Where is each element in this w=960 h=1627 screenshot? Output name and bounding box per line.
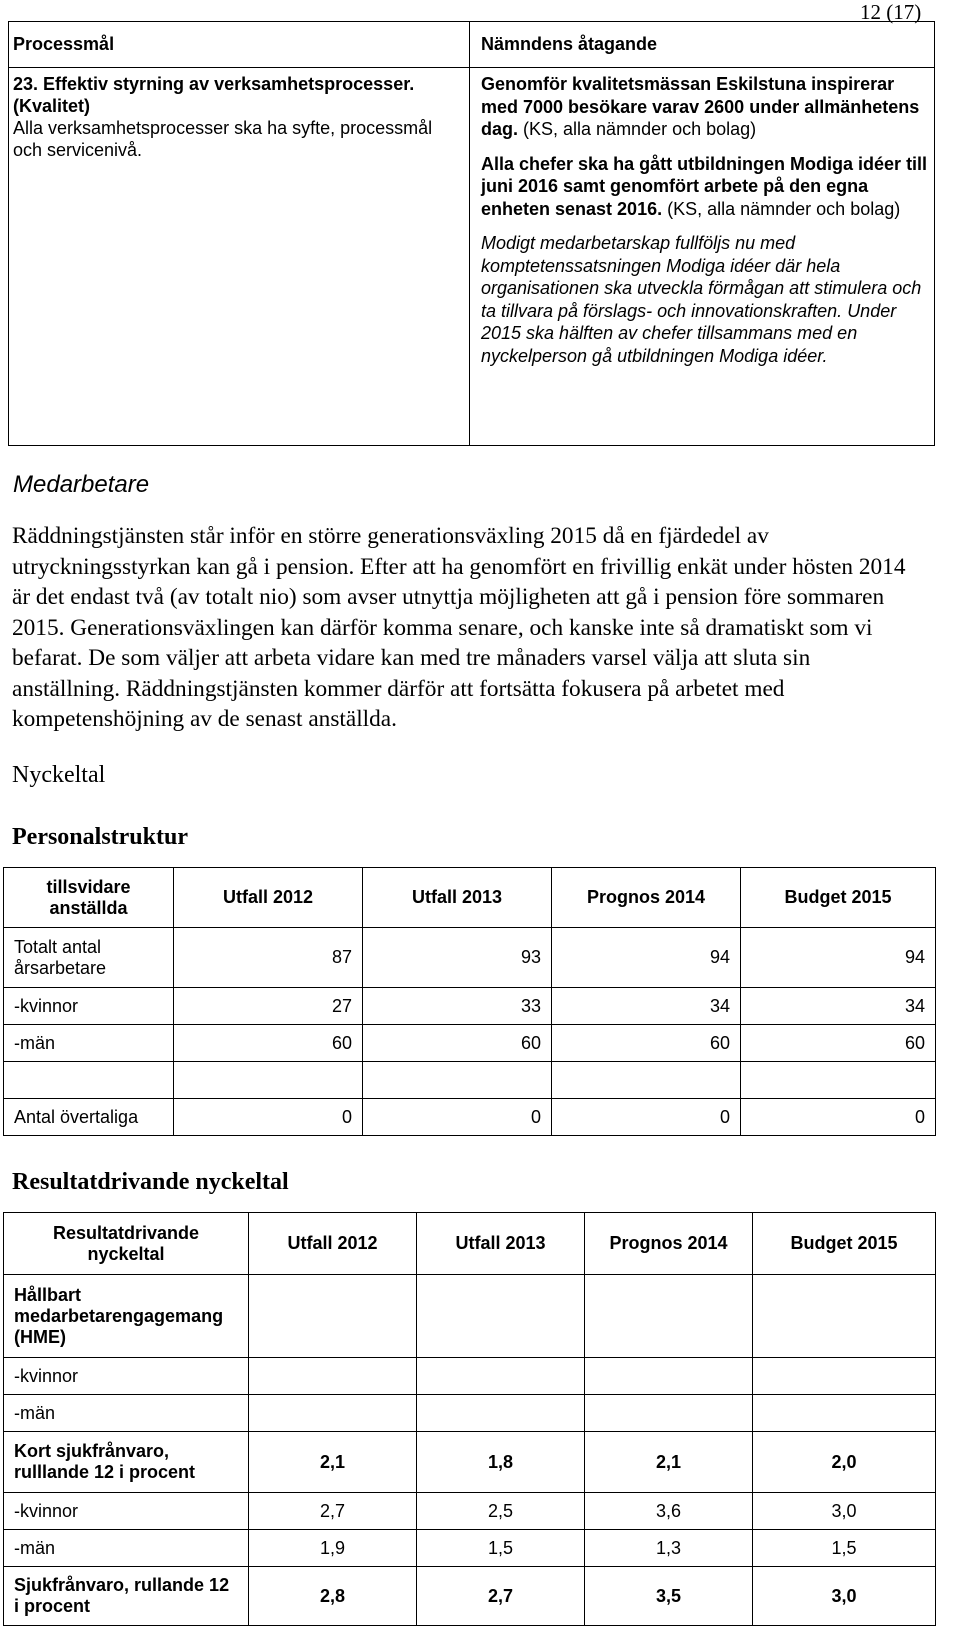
header-processmal: Processmål [13,34,115,54]
goal-title: 23. Effektiv styrning av verksamhetsprocesser. (Kvalitet) [13,74,415,116]
table-header-cell: Budget 2015 [741,868,936,928]
table-cell: 87 [174,928,363,988]
row-label: -män [4,1530,249,1567]
table-cell: 2,5 [417,1493,585,1530]
table-cell: 2,7 [249,1493,417,1530]
row-label: -kvinnor [4,1358,249,1395]
table-cell: 2,7 [417,1567,585,1626]
row-label: Antal övertaliga [4,1099,174,1136]
table-cell: 0 [174,1099,363,1136]
table-header-cell: Utfall 2012 [249,1213,417,1275]
commitment-2-bold: Alla chefer ska ha gått utbildningen Modiga idéer till juni 2016 samt genomfört arbete på den egna enheten senast 2016. [481,153,928,219]
commitment-item-1 [481,73,931,141]
table-cell: 60 [174,1025,363,1062]
table-row [4,1062,936,1099]
table-cell [174,1062,363,1099]
table-cell [753,1395,936,1432]
table-cell: 1,5 [417,1530,585,1567]
heading-resultatdrivande: Resultatdrivande nyckeltal [12,1169,289,1195]
table-cell [753,1275,936,1358]
goal-text: Alla verksamhetsprocesser ska ha syfte, processmål och servicenivå. [13,118,433,160]
table-row [4,1530,936,1567]
table-cell [753,1358,936,1395]
table-row [4,1395,936,1432]
row-label [4,1062,174,1099]
table-cell [249,1395,417,1432]
table-cell: 94 [741,928,936,988]
table-cell [417,1275,585,1358]
table-cell: 1,9 [249,1530,417,1567]
table-cell: 60 [363,1025,552,1062]
table-header-cell: Utfall 2013 [417,1213,585,1275]
commitment-1-normal: (KS, alla nämnder och bolag) [518,119,757,139]
page-number: 12 (17) [860,0,922,24]
heading-personalstruktur: Personalstruktur [12,824,188,850]
table-row [4,1025,936,1062]
result-table [3,1212,936,1626]
commitment-cell [481,73,931,367]
table-row [4,1567,936,1626]
table-row [4,1432,936,1493]
table-cell: 60 [741,1025,936,1062]
table-cell: 34 [552,988,741,1025]
row-label: -män [4,1395,249,1432]
row-label: Sjukfrånvaro, rullande 12 i procent [4,1567,249,1626]
table-row [4,1275,936,1358]
table-cell: 3,5 [585,1567,753,1626]
table-cell [363,1062,552,1099]
table-cell: 0 [363,1099,552,1136]
table-row [4,1358,936,1395]
row-label: Kort sjukfrånvaro, rulllande 12 i procent [4,1432,249,1493]
table-row [4,988,936,1025]
table-cell [585,1358,753,1395]
table-cell: 2,1 [585,1432,753,1493]
row-label: -män [4,1025,174,1062]
table-cell: 1,5 [753,1530,936,1567]
table-header-cell: Prognos 2014 [552,868,741,928]
table-cell: 93 [363,928,552,988]
goal-cell [13,73,463,161]
table-cell: 2,1 [249,1432,417,1493]
header-namndens-atagande: Nämndens åtagande [481,34,658,54]
row-label: Totalt antal årsarbetare [4,928,174,988]
table-cell: 3,6 [585,1493,753,1530]
table-cell [417,1395,585,1432]
table-row [4,1493,936,1530]
table-row [4,1099,936,1136]
personal-table [3,867,936,1136]
commitment-item-3: Modigt medarbetarskap fullföljs nu med komptetenssatsningen Modiga idéer där hela organisationen ska utveckla förmågan att stimulera och ta tillvara på förslags- och innovationskraften. Under 2015 ska hälften av chefer tillsammans med en nyckelperson gå utbildningen Modiga idéer. [481,233,922,366]
table-cell [585,1275,753,1358]
table-cell: 60 [552,1025,741,1062]
column-divider [469,22,470,445]
body-paragraph: Räddningstjänsten står inför en större generationsväxling 2015 då en fjärdedel av utryckningsstyrkan kan gå i pension. Efter att ha genomfört en frivillig enkät under hösten 2014 är det endast två (av totalt nio) som avser utnyttja möjligheten att gå i pension före sommaren 2015. Generationsväxlingen kan därför komma senare, och kanske inte så dramatiskt som vi befarat. De som väljer att arbeta vidare kan med tre månaders varsel välja att sluta sin anställning. Räddningstjänsten kommer därför att fortsätta fokusera på arbetet med kompetenshöjning av de senast anställda. [12,523,906,732]
table-cell: 33 [363,988,552,1025]
table-header-cell: Resultatdrivande nyckeltal [4,1213,249,1275]
table-cell [249,1358,417,1395]
heading-nyckeltal: Nyckeltal [12,762,106,788]
row-label: -kvinnor [4,988,174,1025]
table-cell: 1,3 [585,1530,753,1567]
table-cell: 2,8 [249,1567,417,1626]
goals-table-header [9,22,934,68]
commitment-item-2 [481,153,931,221]
table-cell: 3,0 [753,1567,936,1626]
result-table-header-row [4,1213,936,1275]
table-header-cell: tillsvidare anställda [4,868,174,928]
commitment-2-normal: (KS, alla nämnder och bolag) [662,198,901,219]
table-cell: 2,0 [753,1432,936,1493]
table-cell [741,1062,936,1099]
table-cell: 0 [552,1099,741,1136]
table-cell: 34 [741,988,936,1025]
table-header-cell: Prognos 2014 [585,1213,753,1275]
personal-table-header-row [4,868,936,928]
table-row [4,928,936,988]
table-cell: 1,8 [417,1432,585,1493]
goals-table [8,21,935,446]
table-header-cell: Budget 2015 [753,1213,936,1275]
table-cell: 0 [741,1099,936,1136]
table-cell [417,1358,585,1395]
table-cell [249,1275,417,1358]
table-header-cell: Utfall 2012 [174,868,363,928]
table-cell [552,1062,741,1099]
row-label: Hållbart medarbetarengagemang (HME) [4,1275,249,1358]
table-cell: 27 [174,988,363,1025]
section-heading-medarbetare: Medarbetare [13,471,150,498]
table-cell: 94 [552,928,741,988]
table-cell: 3,0 [753,1493,936,1530]
commitment-1-bold: Genomför kvalitetsmässan Eskilstuna inspirerar med 7000 besökare varav 2600 under allmänhetens dag. [481,74,920,139]
table-header-cell: Utfall 2013 [363,868,552,928]
row-label: -kvinnor [4,1493,249,1530]
table-cell [585,1395,753,1432]
